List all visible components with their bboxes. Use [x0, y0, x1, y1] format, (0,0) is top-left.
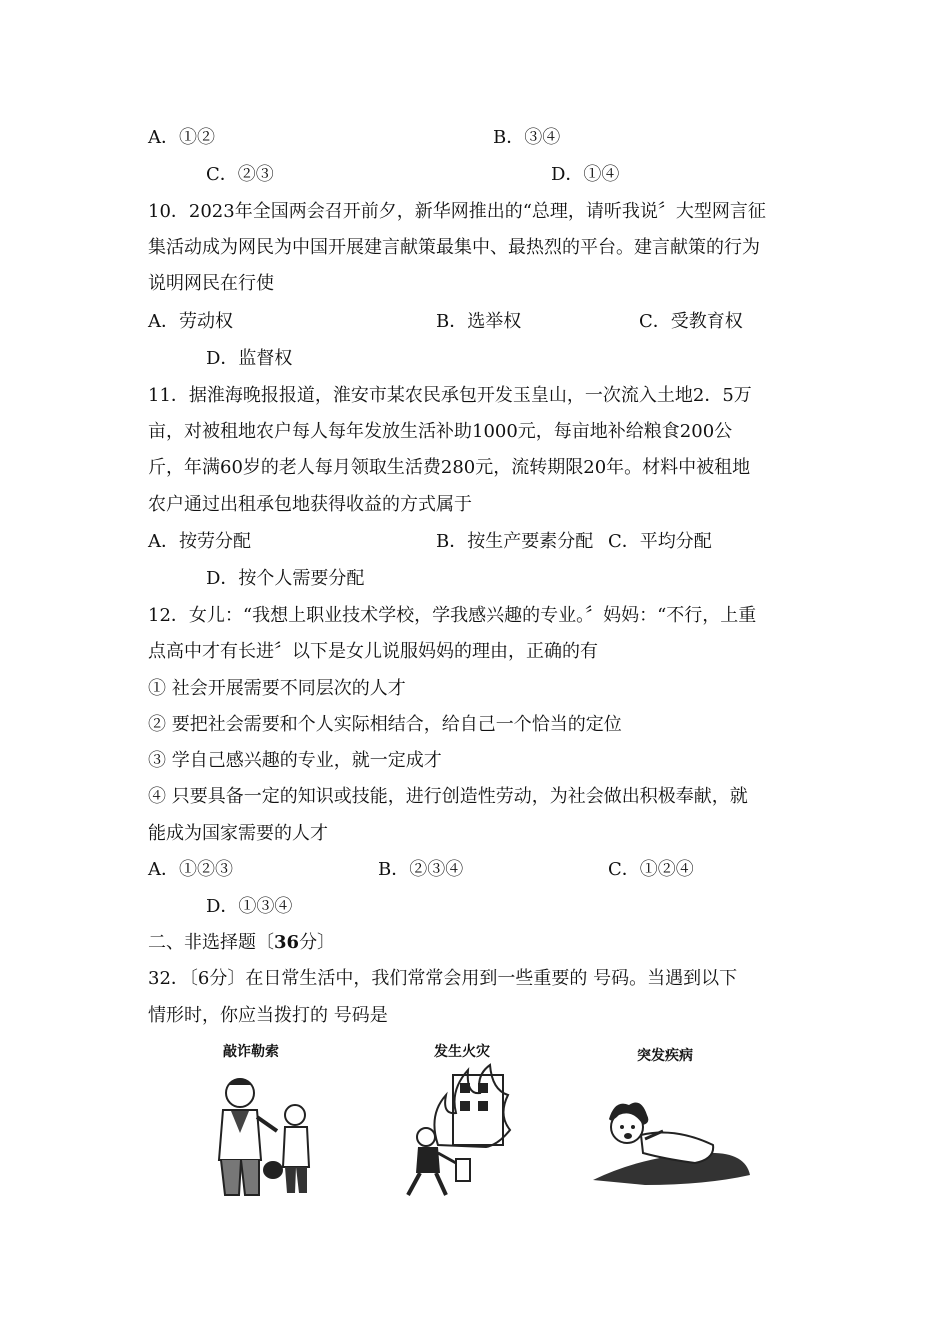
q10-line-3: 说明网民在行使 — [148, 273, 274, 294]
section-heading-suffix: 分〕 — [299, 932, 336, 953]
q10-option-a: A．劳动权 — [148, 311, 233, 332]
figure-extortion — [195, 1035, 335, 1205]
figure-extortion-caption: 敲诈勒索 — [223, 1044, 279, 1060]
q12-statement-1: ① 社会开展需要不同层次的人才 — [148, 678, 406, 699]
q11-line-1: 11．据淮海晚报报道，淮安市某农民承包开发玉皇山，一次流入土地2．5万 — [148, 385, 752, 406]
q10-option-b: B．选举权 — [436, 311, 522, 332]
q9-option-a: A．①② — [148, 127, 215, 148]
section-points: 36 — [274, 932, 300, 953]
q9-option-d: D．①④ — [551, 164, 620, 185]
q32-line-1: 32．〔6分〕在日常生活中，我们常常会用到一些重要的 号码。当遇到以下 — [148, 968, 738, 989]
q12-statement-4: ④ 只要具备一定的知识或技能，进行创造性劳动，为社会做出积极奉献，就 — [148, 786, 748, 807]
q12-option-a: A．①②③ — [148, 859, 233, 880]
q11-line-3: 斤，年满60岁的老人每月领取生活费280元，流转期限20年。材料中被租地 — [148, 457, 751, 478]
q12-option-b: B．②③④ — [378, 859, 464, 880]
section-heading-prefix: 二、非选择题〔 — [148, 932, 274, 953]
q10-option-d: D．监督权 — [206, 348, 293, 369]
q12-statement-4-cont: 能成为国家需要的人才 — [148, 823, 328, 844]
q12-statement-2: ② 要把社会需要和个人实际相结合，给自己一个恰当的定位 — [148, 714, 622, 735]
q11-line-4: 农户通过出租承包地获得收益的方式属于 — [148, 494, 472, 515]
q11-option-c: C．平均分配 — [608, 531, 712, 552]
figure-fire — [398, 1035, 538, 1205]
illness-illustration — [585, 1035, 755, 1205]
q11-option-d: D．按个人需要分配 — [206, 568, 365, 589]
q9-option-b: B．③④ — [493, 127, 561, 148]
q32-line-2: 情形时，你应当拨打的 号码是 — [148, 1005, 388, 1026]
q11-option-a: A．按劳分配 — [148, 531, 251, 552]
q10-option-c: C．受教育权 — [639, 311, 743, 332]
q12-option-c: C．①②④ — [608, 859, 694, 880]
extortion-illustration — [195, 1035, 335, 1205]
q11-line-2: 亩，对被租地农户每人每年发放生活补助1000元，每亩地补给粮食200公 — [148, 421, 733, 442]
q10-line-1: 10．2023年全国两会召开前夕，新华网推出的“总理，请听我说〞大型网言征 — [148, 201, 766, 222]
figure-illness — [585, 1035, 755, 1205]
q11-option-b: B．按生产要素分配 — [436, 531, 594, 552]
figure-fire-caption: 发生火灾 — [434, 1044, 490, 1060]
section-heading — [148, 931, 335, 955]
q12-line-1: 12．女儿：“我想上职业技术学校，学我感兴趣的专业。〞妈妈：“不行，上重 — [148, 605, 757, 626]
figure-illness-caption: 突发疾病 — [637, 1048, 693, 1064]
fire-illustration — [398, 1035, 538, 1205]
q12-option-d: D．①③④ — [206, 896, 293, 917]
q12-line-2: 点高中才有长进〞以下是女儿说服妈妈的理由，正确的有 — [148, 641, 598, 662]
q12-statement-3: ③ 学自己感兴趣的专业，就一定成才 — [148, 750, 442, 771]
q9-option-c: C．②③ — [206, 164, 274, 185]
q10-line-2: 集活动成为网民为中国开展建言献策最集中、最热烈的平台。建言献策的行为 — [148, 237, 760, 258]
